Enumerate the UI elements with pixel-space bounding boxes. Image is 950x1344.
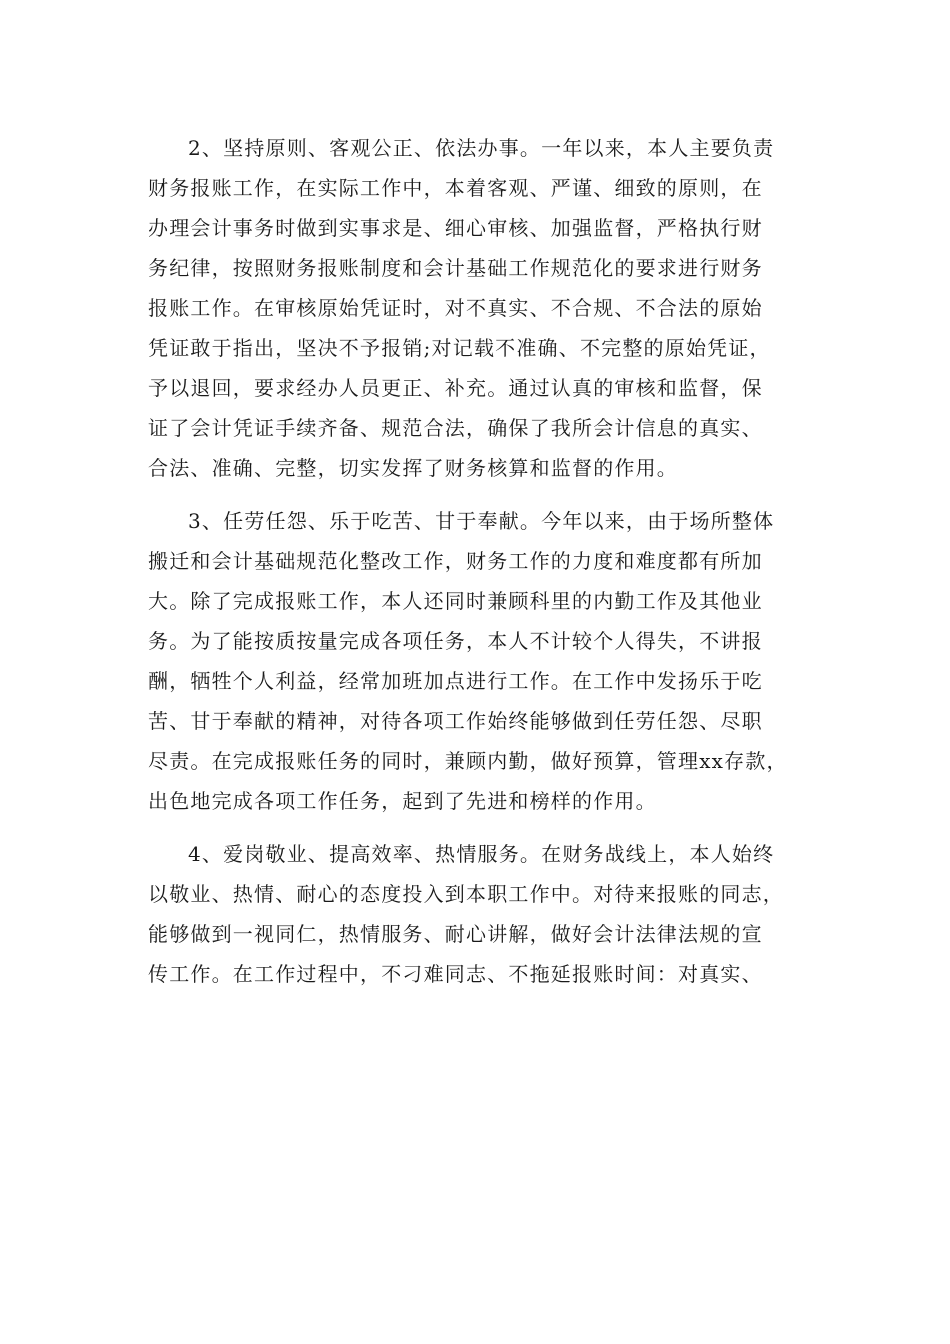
paragraph-line: 4、爱岗敬业、提高效率、热情服务。在财务战线上，本人始终 xyxy=(188,842,775,866)
paragraph-line: 凭证敢于指出，坚决不予报销;对记载不准确、不完整的原始凭证， xyxy=(148,336,771,360)
paragraph-line: 以敬业、热情、耐心的态度投入到本职工作中。对待来报账的同志， xyxy=(148,882,784,906)
paragraph-line: 苦、甘于奉献的精神，对待各项工作始终能够做到任劳任怨、尽职 xyxy=(148,709,763,733)
document-body xyxy=(148,128,808,1007)
paragraph-line: 酬，牺牲个人利益，经常加班加点进行工作。在工作中发扬乐于吃 xyxy=(148,669,763,693)
paragraph-line: 合法、准确、完整，切实发挥了财务核算和监督的作用。 xyxy=(148,456,678,480)
paragraph-line: 3、任劳任怨、乐于吃苦、甘于奉献。今年以来，由于场所整体 xyxy=(188,509,775,533)
paragraph-line: 尽责。在完成报账任务的同时，兼顾内勤，做好预算，管理xx存款， xyxy=(148,749,788,773)
paragraph-line: 予以退回，要求经办人员更正、补充。通过认真的审核和监督，保 xyxy=(148,376,763,400)
paragraph-line: 财务报账工作，在实际工作中，本着客观、严谨、细致的原则，在 xyxy=(148,176,763,200)
paragraph-line: 能够做到一视同仁，热情服务、耐心讲解，做好会计法律法规的宣 xyxy=(148,922,763,946)
paragraph-line: 大。除了完成报账工作，本人还同时兼顾科里的内勤工作及其他业 xyxy=(148,589,763,613)
paragraph-2 xyxy=(148,128,808,488)
paragraph-line: 报账工作。在审核原始凭证时，对不真实、不合规、不合法的原始 xyxy=(148,296,763,320)
paragraph-line: 传工作。在工作过程中，不刁难同志、不拖延报账时间：对真实、 xyxy=(148,962,763,986)
paragraph-line: 搬迁和会计基础规范化整改工作，财务工作的力度和难度都有所加 xyxy=(148,549,763,573)
paragraph-3 xyxy=(148,501,808,821)
paragraph-line: 务。为了能按质按量完成各项任务，本人不计较个人得失，不讲报 xyxy=(148,629,763,653)
paragraph-4 xyxy=(148,834,808,994)
paragraph-line: 出色地完成各项工作任务，起到了先进和榜样的作用。 xyxy=(148,789,657,813)
paragraph-line: 证了会计凭证手续齐备、规范合法，确保了我所会计信息的真实、 xyxy=(148,416,763,440)
paragraph-line: 务纪律，按照财务报账制度和会计基础工作规范化的要求进行财务 xyxy=(148,256,763,280)
paragraph-line: 2、坚持原则、客观公正、依法办事。一年以来，本人主要负责 xyxy=(188,136,775,160)
paragraph-line: 办理会计事务时做到实事求是、细心审核、加强监督，严格执行财 xyxy=(148,216,763,240)
